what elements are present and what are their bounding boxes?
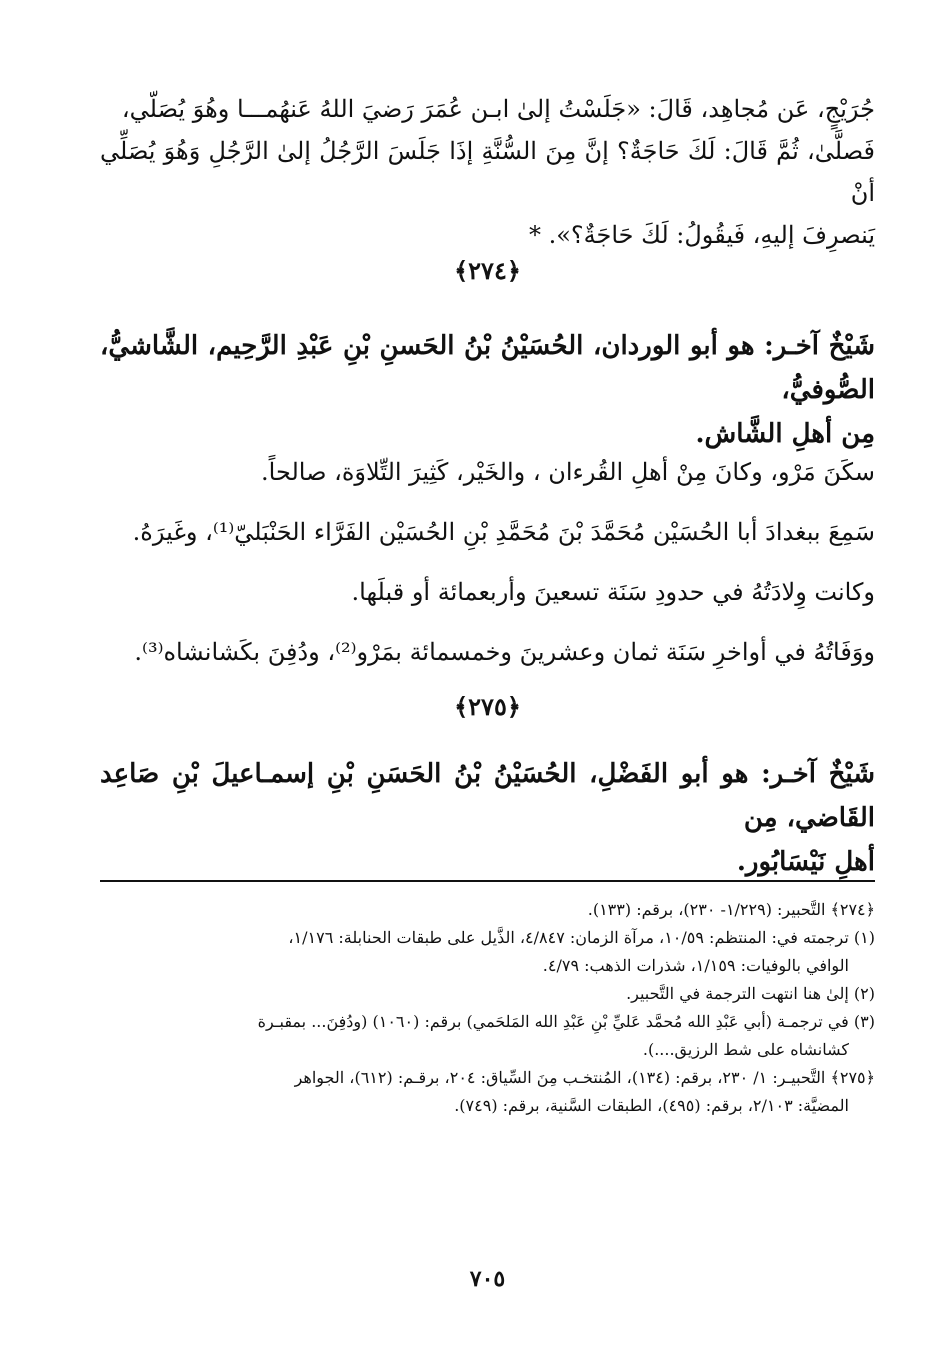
text-line: وكانت وِلادَتُهُ في حدودِ سَنَة تسعينَ وأربعمائة أو قبلَها. [351, 578, 875, 606]
footnote: ﴿٢٧٤﴾ التَّحبير: (١/٢٢٩- ٢٣٠)، برقم: (١٣٣). [587, 900, 875, 919]
entry-number-274: ﴿٢٧٤﴾ [454, 256, 521, 285]
footnotes [100, 896, 875, 1120]
footnote-continuation: الوافي بالوفيات: ١/١٥٩، شذرات الذهب: ٤/٧٩. [542, 956, 849, 975]
footnote-continuation: كشانشاه على شط الرزيق....). [642, 1040, 849, 1059]
footnote: (٣) في ترجمـة (أبي عَبْدِ الله مُحمَّد عَليِّ بْنِ عَبْدِ الله المَلحَمي) برقم: (١٠٦٠) (ودُفِنَ... بمقبـرة [257, 1012, 875, 1031]
text-line: فَصلَّىٰ، ثُمَّ قَالَ: لَكَ حَاجَةٌ؟ إنَّ مِنَ السُّنَّةِ إذَا جَلَسَ الرَّجُلُ إلىٰ الرَّجُلِ وَهُوَ يُصَلِّي أنْ [100, 137, 875, 207]
entry-274-heading [100, 324, 875, 456]
footnote-continuation: المضيَّة: ٢/١٠٣، برقم: (٤٩٥)، الطبقات السَّنية، برقم: (٧٤٩). [454, 1096, 849, 1115]
heading-line: مِن أهلِ الشَّاش. [695, 419, 875, 449]
text-line: يَنصرِفَ إليهِ، فَيقُولُ: لَكَ حَاجَةٌ؟». * [528, 221, 875, 249]
entry-274-body [100, 442, 875, 682]
intro-paragraph [100, 88, 875, 256]
entry-number-275: ﴿٢٧٥﴾ [454, 692, 521, 721]
text-line: سَمِعَ ببغدادَ أبا الحُسَيْن مُحَمَّدَ بْنَ مُحَمَّدِ بْنِ الحُسَيْن الفَرَّاء الحَنْبَليّ⁽¹⁾، وغَيرَهُ. [132, 518, 875, 546]
text-line: ووَفَاتُهُ في أواخرِ سَنَة ثمان وعشرينَ وخمسمائة بمَرْو⁽²⁾، ودُفِنَ بكَشانشاه⁽³⁾. [134, 638, 875, 666]
heading-line: شَيْخٌ آخـر: هو أبو الفَضْلِ، الحُسَيْنُ بْنُ الحَسَنِ بْنِ إسمـاعيلَ بْنِ صَاعِد القَاضي، مِن [100, 759, 875, 833]
footnote: (٢) إلىٰ هنا انتهت الترجمة في التَّحبير. [626, 984, 875, 1003]
footnote: ﴿٢٧٥﴾ التَّحبيـر: ١/ ٢٣٠، برقم: (١٣٤)، المُنتخـب مِنَ السِّياق: ٢٠٤، برقـم: (٦١٢)، الجواهر [294, 1068, 875, 1087]
text-line: سكَنَ مَرْو، وكانَ مِنْ أهلِ القُرءان ، والخَيْر، كَثِيرَ التِّلاوَة، صالحاً. [261, 458, 875, 486]
heading-line: أهلِ نَيْسَابُور. [736, 847, 875, 877]
text-line: جُرَيْجٍ، عَن مُجاهِد، قَالَ: «جَلَسْتُ إلىٰ ابـن عُمَرَ رَضيَ اللهُ عَنهُمـــا وهُوَ يُصَلّي، [121, 95, 875, 123]
entry-275-heading [100, 752, 875, 884]
footnote: (١) ترجمته في: المنتظم: ١٠/٥٩، مرآة الزمان: ٤/٨٤٧، الذَّيل على طبقات الحنابلة: ١/١٧٦، [288, 928, 875, 947]
heading-line: شَيْخٌ آخـر: هو أبو الوردان، الحُسَيْنُ بْنُ الحَسنِ بْنِ عَبْدِ الرَّحِيم، الشَّاشيُّ، الصُّوفيُّ، [100, 331, 875, 405]
page-number: ٧٠٥ [469, 1266, 506, 1292]
footnote-divider [100, 880, 875, 882]
